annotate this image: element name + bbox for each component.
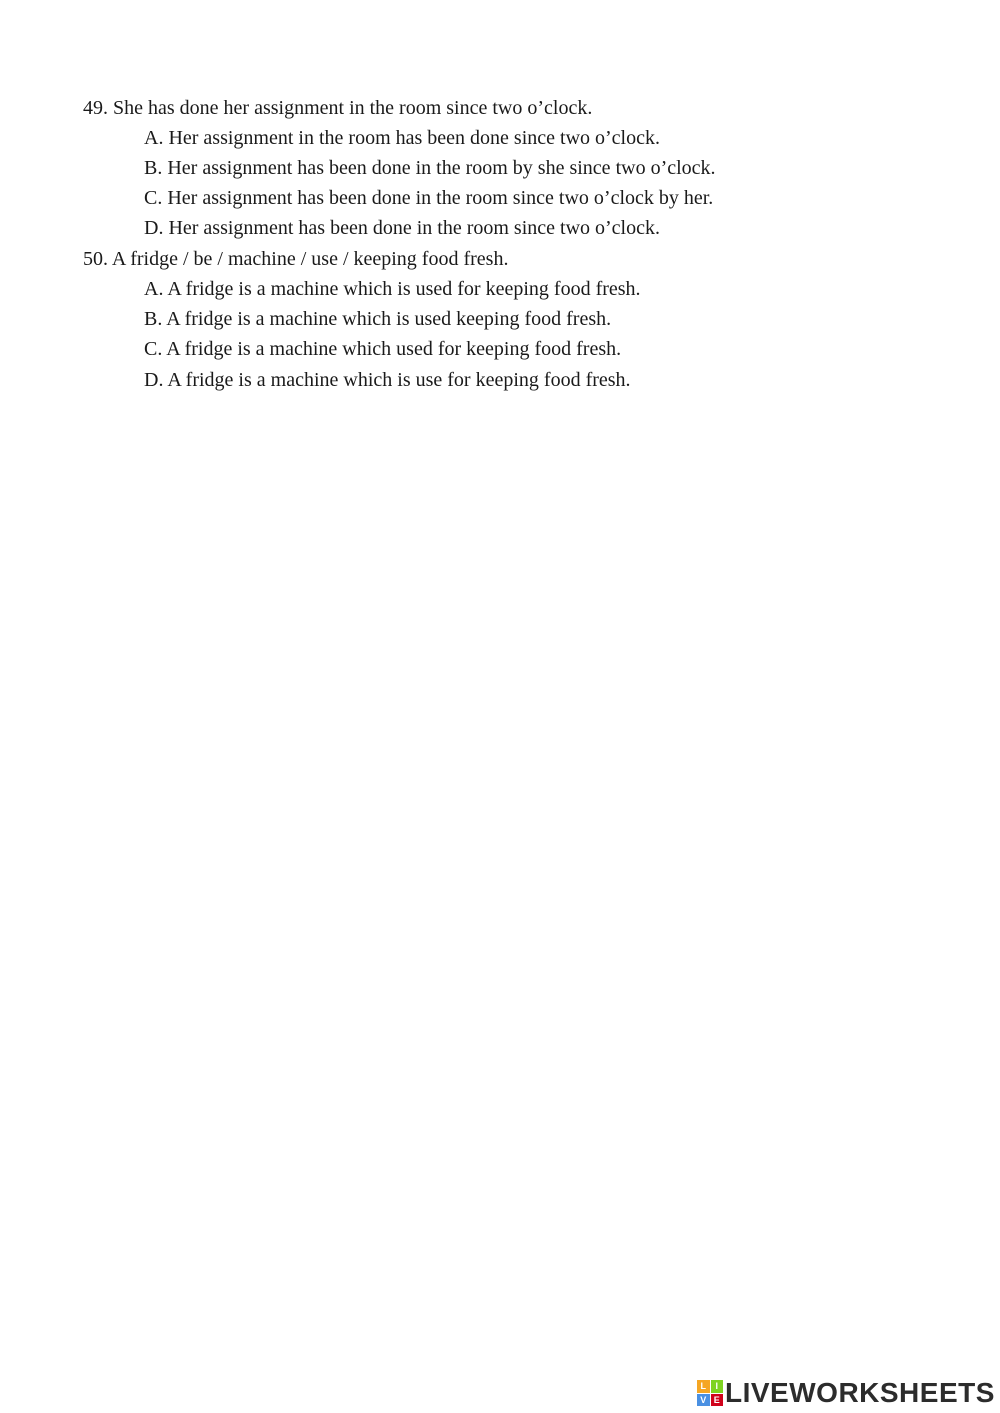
liveworksheets-brand[interactable] — [697, 1378, 995, 1408]
option-d: D. A fridge is a machine which is use for keeping food fresh. — [144, 369, 631, 391]
option-c: C. Her assignment has been done in the room since two o’clock by her. — [144, 187, 714, 209]
logo-tile-i: I — [711, 1380, 724, 1393]
brand-name: LIVEWORKSHEETS — [725, 1377, 995, 1408]
logo-tile-e: E — [711, 1394, 724, 1407]
option-c: C. A fridge is a machine which used for keeping food fresh. — [144, 338, 622, 360]
option-a: A. Her assignment in the room has been done since two o’clock. — [144, 127, 660, 149]
option-d: D. Her assignment has been done in the room since two o’clock. — [144, 217, 660, 239]
logo-tile-v: V — [697, 1394, 710, 1407]
option-a: A. A fridge is a machine which is used for keeping food fresh. — [144, 278, 641, 300]
question-stem: 49. She has done her assignment in the room since two o’clock. — [83, 97, 593, 119]
option-b: B. A fridge is a machine which is used keeping food fresh. — [144, 308, 612, 330]
liveworksheets-logo-icon — [697, 1380, 723, 1406]
option-b: B. Her assignment has been done in the room by she since two o’clock. — [144, 157, 716, 179]
question-stem: 50. A fridge / be / machine / use / keeping food fresh. — [83, 248, 509, 270]
logo-tile-l: L — [697, 1380, 710, 1393]
